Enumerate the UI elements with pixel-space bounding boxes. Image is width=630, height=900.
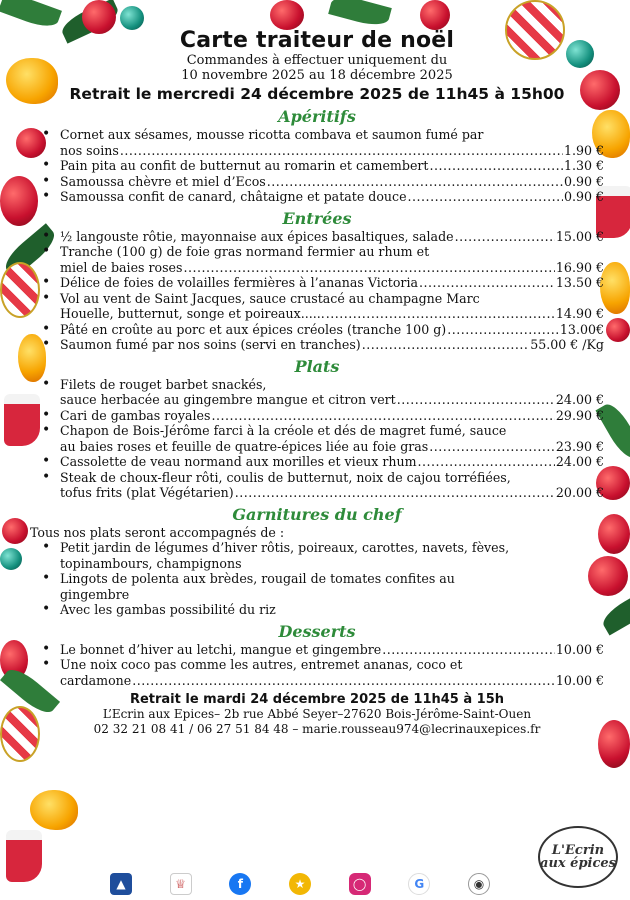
item-name: miel de baies roses — [60, 259, 183, 275]
list-item — [40, 540, 604, 571]
item-price: 20.00 € — [555, 485, 604, 500]
item-price: 10.00 € — [555, 641, 604, 657]
section-title-aperitifs: Apéritifs — [278, 107, 356, 126]
list-item — [40, 602, 604, 618]
google-icon[interactable]: G — [408, 873, 430, 895]
order-period-line2: 10 novembre 2025 au 18 décembre 2025 — [181, 68, 453, 83]
address: L’Ecrin aux Epices– 2b rue Abbé Seyer–27620 Bois-Jérôme-Saint-Ouen — [102, 707, 532, 721]
region-logo-icon: ▲ — [110, 873, 132, 895]
item-name: • Pain pita au confit de butternut au romarin et camembert — [60, 158, 429, 173]
item-price: 10.00 € — [555, 672, 604, 688]
mango-decoration — [30, 790, 78, 830]
item-description-line: • Petit jardin de légumes d’hiver rôtis, poireaux, carottes, navets, fèves, — [60, 540, 510, 555]
item-price: 0.90 € — [563, 189, 604, 204]
plats-list — [40, 377, 604, 501]
aperitifs-list — [40, 127, 604, 205]
ornament-ball — [2, 518, 28, 544]
item-price: 55.00 € /Kg — [530, 337, 604, 352]
ornament-ball — [120, 6, 144, 30]
list-item — [40, 571, 604, 602]
item-description-line: • Cornet aux sésames, mousse ricotta combava et saumon fumé par — [60, 127, 484, 142]
item-name: tofus frits (plat Végétarien) — [60, 485, 234, 500]
list-item — [40, 229, 604, 245]
pickup-info-bottom: Retrait le mardi 24 décembre 2025 de 11h45 à 15h — [129, 692, 505, 707]
garnitures-intro: Tous nos plats seront accompagnés de : — [30, 524, 285, 540]
garnitures-list — [40, 540, 604, 618]
item-name: • Le bonnet d’hiver au letchi, mangue et gingembre — [60, 641, 382, 657]
pineapple-decoration — [600, 262, 630, 314]
list-item — [40, 642, 604, 658]
page-title: Carte traiteur de noël — [179, 28, 455, 53]
section-title-garnitures: Garnitures du chef — [232, 504, 402, 524]
item-price: 1.30 € — [563, 158, 604, 173]
contact-info[interactable]: 02 32 21 08 41 / 06 27 51 84 48 – marie.rousseau974@lecrinauxepices.fr — [93, 722, 541, 736]
ornament-ball — [0, 548, 22, 570]
item-description-line: • Avec les gambas possibilité du riz — [60, 602, 276, 617]
list-item — [40, 174, 604, 190]
item-name: Houelle, butternut, songe et poireaux...... — [60, 306, 325, 321]
list-item — [40, 127, 604, 158]
item-name: nos soins — [60, 142, 119, 158]
item-price: 1.90 € — [563, 142, 604, 158]
list-item — [40, 657, 604, 688]
item-price: 13.50 € — [555, 275, 604, 290]
section-title-desserts: Desserts — [278, 621, 356, 641]
item-description-line: • Chapon de Bois-Jérôme farci à la créole et dés de magret fumé, sauce — [60, 423, 507, 438]
leaf-decoration — [328, 0, 392, 29]
item-name: • Samoussa confit de canard, châtaigne et patate douce — [60, 189, 407, 204]
list-item — [40, 377, 604, 408]
ornament-ball — [420, 0, 450, 30]
list-item — [40, 337, 604, 353]
list-item — [40, 408, 604, 424]
item-name: • Cassolette de veau normand aux morilles et vieux rhum — [60, 454, 417, 469]
pickup-info: Retrait le mercredi 24 décembre 2025 de 11h45 à 15h00 — [69, 85, 565, 103]
item-description-line: • Tranche (100 g) de foie gras normand fermier au rhum et — [60, 244, 430, 259]
facebook-icon[interactable]: f — [229, 873, 251, 895]
item-price: 0.90 € — [563, 173, 604, 189]
item-price: 24.00 € — [555, 392, 604, 407]
list-item — [40, 158, 604, 174]
item-price: 13.00€ — [559, 321, 604, 337]
item-description-line: topinambours, champignons — [60, 555, 242, 571]
item-description-line: • Une noix coco pas comme les autres, entremet ananas, coco et — [60, 657, 463, 672]
list-item — [40, 423, 604, 454]
entrees-list — [40, 229, 604, 353]
item-name: au baies roses et feuille de quatre-épices liée au foie gras — [60, 438, 429, 454]
list-item — [40, 291, 604, 322]
item-description-line: • Steak de choux-fleur rôti, coulis de butternut, noix de cajou torréfiées, — [60, 469, 511, 485]
item-description-line: gingembre — [60, 586, 130, 602]
item-name: • Saumon fumé par nos soins (servi en tranches) — [60, 337, 361, 352]
footer-logos — [110, 873, 490, 895]
item-price: 24.00 € — [555, 454, 604, 469]
item-price: 29.90 € — [555, 407, 604, 423]
section-title-entrees: Entrées — [282, 208, 352, 228]
tourism-logo-icon: ◉ — [468, 873, 490, 895]
item-name: cardamone — [60, 672, 132, 688]
item-name: sauce herbacée au gingembre mangue et citron vert — [60, 392, 396, 407]
menu-content — [30, 28, 604, 737]
item-name: • ½ langouste rôtie, mayonnaise aux épices basaltiques, salade — [60, 228, 454, 244]
section-title-plats: Plats — [294, 356, 340, 376]
item-name: • Délice de foies de volailles fermières à l’ananas Victoria — [60, 275, 418, 290]
item-name: • Samoussa chèvre et miel d’Ecos — [60, 173, 266, 189]
item-description-line: • Filets de rouget barbet snackés, — [60, 376, 267, 392]
instagram-icon[interactable]: ◯ — [349, 873, 371, 895]
leaf-decoration — [0, 0, 62, 32]
list-item — [40, 470, 604, 501]
order-period-line1: Commandes à effectuer uniquement du — [186, 53, 448, 68]
list-item — [40, 244, 604, 275]
item-name: • Cari de gambas royales — [60, 407, 211, 423]
ornament-ball — [270, 0, 304, 30]
list-item — [40, 322, 604, 338]
label-badge-icon: ★ — [289, 873, 311, 895]
list-item — [40, 189, 604, 205]
christmas-stocking-decoration — [6, 830, 42, 882]
item-description-line: • Lingots de polenta aux brèdes, rougail de tomates confites au — [60, 571, 455, 586]
item-name: • Pâté en croûte au porc et aux épices créoles (tranche 100 g) — [60, 321, 447, 337]
item-price: 15.00 € — [555, 228, 604, 244]
item-description-line: • Vol au vent de Saint Jacques, sauce crustacé au champagne Marc — [60, 290, 480, 306]
list-item — [40, 275, 604, 291]
toques-francaises-logo-icon: ♕ — [170, 873, 192, 895]
item-price: 14.90 € — [555, 306, 604, 321]
ornament-ball — [606, 318, 630, 342]
desserts-list — [40, 642, 604, 689]
list-item — [40, 454, 604, 470]
item-price: 16.90 € — [555, 259, 604, 275]
item-price: 23.90 € — [555, 438, 604, 454]
ecrin-aux-epices-logo: L'Ecrin aux épices — [538, 826, 618, 888]
